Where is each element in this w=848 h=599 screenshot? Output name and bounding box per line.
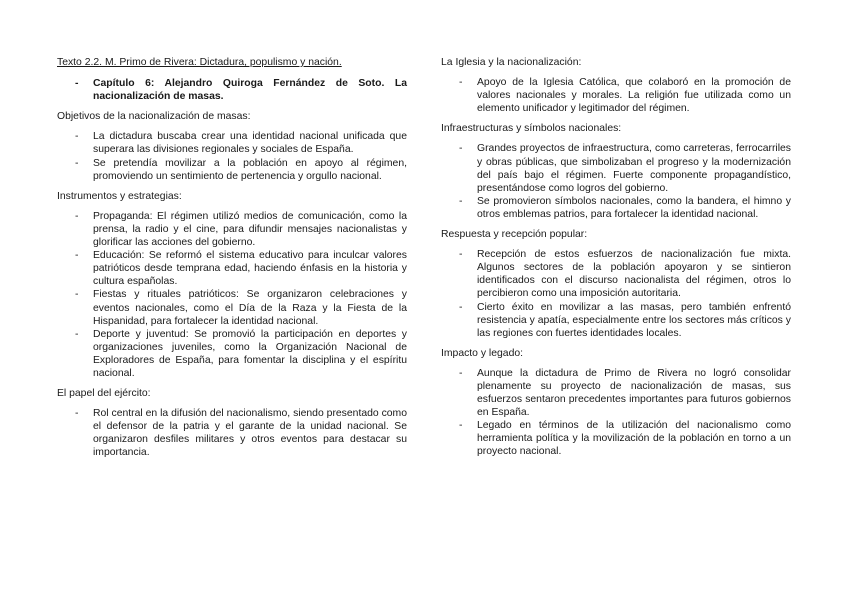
- bullet-list: [57, 407, 407, 459]
- section-infraestructuras: [441, 122, 791, 221]
- list-item: - Propaganda: El régimen utilizó medios de comunicación, como la prensa, la radio y el cine, para difundir mensajes nacionalistas y glorificar las acciones del gobierno.: [57, 210, 407, 249]
- section-iglesia: [441, 56, 791, 115]
- list-item: - Recepción de estos esfuerzos de nacionalización fue mixta. Algunos sectores de la población apoyaron y se sintieron identificados con el discurso nacionalista del régimen, otros lo percibieron como una imposición autoritaria.: [441, 248, 791, 300]
- section-impacto: [441, 347, 791, 459]
- section-heading: Objetivos de la nacionalización de masas:: [57, 111, 251, 123]
- list-item: - Rol central en la difusión del nacionalismo, siendo presentado como el defensor de la patria y el garante de la unidad nacional. Se organizaron desfiles militares y otros eventos para destacar su importancia.: [57, 407, 407, 459]
- section-heading: El papel del ejército:: [57, 388, 151, 400]
- section-heading: Instrumentos y estrategias:: [57, 190, 182, 202]
- list-item: - Apoyo de la Iglesia Católica, que colaboró en la promoción de valores nacionales y morales. La religión fue utilizada como un elemento unificador y legitimador del régimen.: [441, 76, 791, 115]
- list-item: - Aunque la dictadura de Primo de Rivera no logró consolidar plenamente su proyecto de nacionalización de masas, sus esfuerzos sentaron precedentes importantes para futuros gobiernos en España.: [441, 367, 791, 419]
- list-item: - Deporte y juventud: Se promovió la participación en deportes y organizaciones juveniles, como la Organización Nacional de Exploradores de España, para fomentar la disciplina y el espíritu nacional.: [57, 328, 407, 380]
- chapter-list: [57, 77, 407, 103]
- list-item: - Fiestas y rituales patrióticos: Se organizaron celebraciones y eventos nacionales, como el Día de la Raza y la Fiesta de la Hispanidad, para fortalecer la identidad nacional.: [57, 288, 407, 327]
- section-heading: Infraestructuras y símbolos nacionales:: [441, 123, 622, 135]
- section-heading: La Iglesia y la nacionalización:: [441, 57, 582, 68]
- list-item: - Se promovieron símbolos nacionales, como la bandera, el himno y otros emblemas patrios, para fortalecer la identidad nacional.: [441, 195, 791, 221]
- section-objetivos: [57, 110, 407, 182]
- bullet-list: [57, 210, 407, 380]
- list-item: - Legado en términos de la utilización del nacionalismo como herramienta política y la movilización de la población en torno a un proyecto nacional.: [441, 419, 791, 458]
- section-instrumentos: [57, 190, 407, 380]
- section-ejercito: [57, 387, 407, 459]
- section-heading: Respuesta y recepción popular:: [441, 229, 588, 241]
- bullet-list: [441, 76, 791, 115]
- list-item: - Cierto éxito en movilizar a las masas, pero también enfrentó resistencia y apatía, especialmente entre los sectores más críticos y las regiones con fuertes identidades locales.: [441, 301, 791, 340]
- list-item: - Educación: Se reformó el sistema educativo para inculcar valores patrióticos desde temprana edad, haciendo énfasis en la historia y cultura españolas.: [57, 249, 407, 288]
- chapter-item: - Capítulo 6: Alejandro Quiroga Fernández de Soto. La nacionalización de masas.: [57, 77, 407, 103]
- section-heading: Impacto y legado:: [441, 347, 524, 359]
- bullet-list: [441, 248, 791, 340]
- bullet-list: [441, 367, 791, 459]
- section-respuesta: [441, 228, 791, 340]
- bullet-list: [441, 142, 791, 221]
- list-item: - Grandes proyectos de infraestructura, como carreteras, ferrocarriles y obras públicas, que simbolizaban el progreso y la modernización del país bajo el régimen. Fuerte componente propagandístico, presentándose como logros del gobierno.: [441, 142, 791, 194]
- left-column: [57, 56, 407, 467]
- document-title: Texto 2.2. M. Primo de Rivera: Dictadura, populismo y nación.: [57, 57, 342, 68]
- right-column: [441, 56, 791, 466]
- list-item: - La dictadura buscaba crear una identidad nacional unificada que superara las divisiones regionales y sociales de España.: [57, 130, 407, 156]
- bullet-list: [57, 130, 407, 182]
- list-item: - Se pretendía movilizar a la población en apoyo al régimen, promoviendo un sentimiento de pertenencia y orgullo nacional.: [57, 157, 407, 183]
